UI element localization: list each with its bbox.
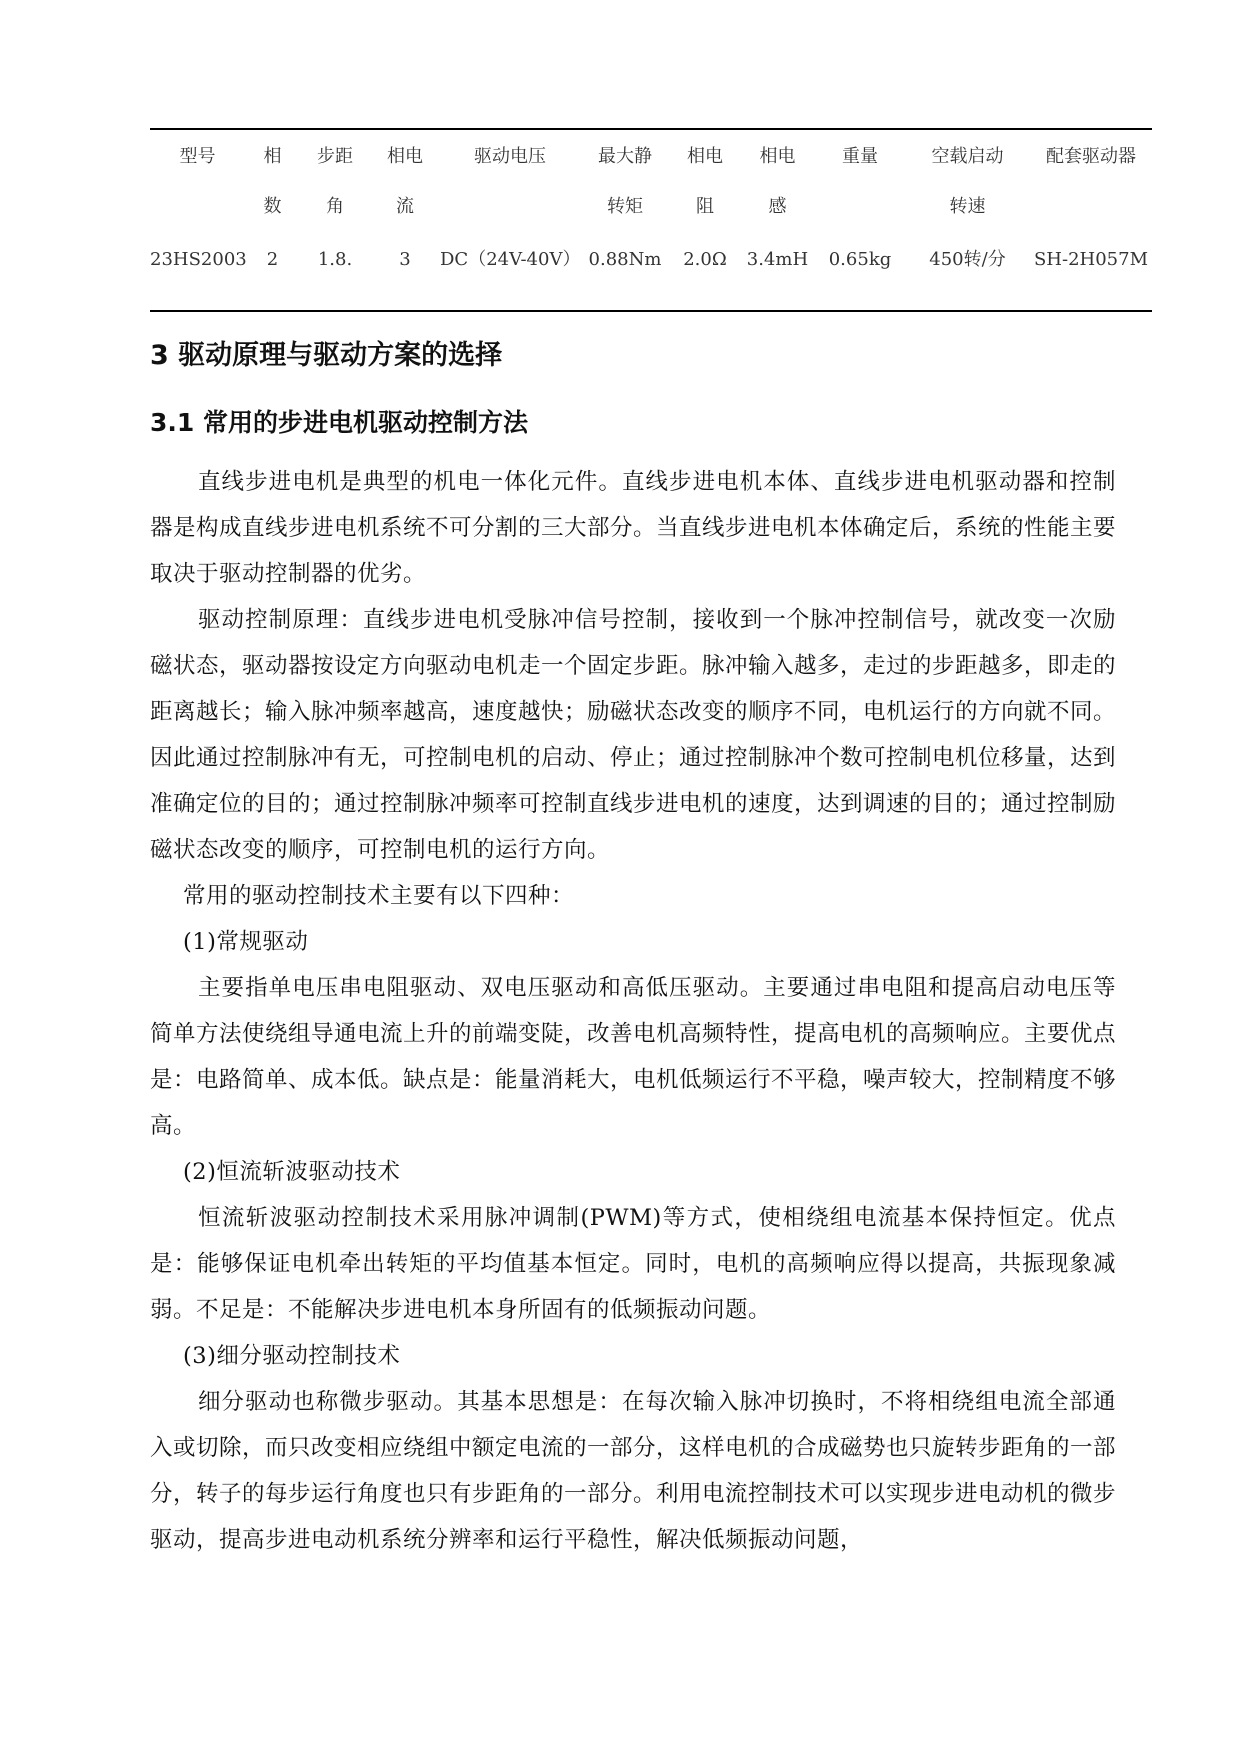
cell-no-load-start-speed: 450转/分 [929, 249, 1006, 270]
list-item-conventional-drive: (1)常规驱动 [183, 929, 309, 955]
cell-step-angle: 1.8. [317, 249, 353, 270]
paragraph-microstep-drive: 细分驱动也称微步驱动。其基本思想是：在每次输入脉冲切换时，不将相绕组电流全部通入或切除，而只改变相应绕组中额定电流的一部分，这样电机的合成磁势也只旋转步距角的一部分，转子的每步运行角度也只有步距角的一部分。利用电流控制技术可以实现步进电动机的微步驱动，提高步进电动机系统分辨率和运行平稳性，解决低频振动问题， [150, 1389, 1117, 1553]
list-item-chopper-drive: (2)恒流斩波驱动技术 [183, 1159, 401, 1185]
table-bottom-rule [150, 310, 1152, 311]
subsection-heading: 3.1 常用的步进电机驱动控制方法 [150, 408, 528, 437]
header-phase-inductance: 相电 感 [759, 146, 796, 217]
table-row [150, 232, 1152, 310]
cell-model: 23HS2003 [150, 249, 247, 270]
cell-max-static-torque: 0.88Nm [588, 249, 662, 270]
section-heading: 3 驱动原理与驱动方案的选择 [150, 340, 503, 371]
header-model: 型号 [179, 146, 216, 167]
cell-phases: 2 [266, 249, 279, 270]
header-matching-driver: 配套驱动器 [1046, 146, 1136, 167]
table-header-row [150, 130, 1152, 232]
paragraph-chopper-drive: 恒流斩波驱动控制技术采用脉冲调制(PWM)等方式，使相绕组电流基本保持恒定。优点是：能够保证电机牵出转矩的平均值基本恒定。同时，电机的高频响应得以提高，共振现象减弱。不足是：不能解决步进电机本身所固有的低频振动问题。 [150, 1205, 1116, 1323]
cell-drive-voltage: DC（24V-40V） [440, 249, 581, 270]
cell-phase-inductance: 3.4mH [746, 249, 809, 270]
paragraph-conventional-drive: 主要指单电压串电阻驱动、双电压驱动和高低压驱动。主要通过串电阻和提高启动电压等简单方法使绕组导通电流上升的前端变陡，改善电机高频特性，提高电机的高频响应。主要优点是：电路简单、成本低。缺点是：能量消耗大，电机低频运行不平稳，噪声较大，控制精度不够高。 [150, 975, 1117, 1139]
header-phases: 相 数 [263, 146, 282, 217]
header-drive-voltage: 驱动电压 [474, 146, 546, 167]
paragraph-methods-intro: 常用的驱动控制技术主要有以下四种： [183, 883, 575, 909]
cell-phase-current: 3 [399, 249, 411, 270]
header-phase-current: 相电 流 [387, 146, 423, 217]
header-phase-resistance: 相电 阻 [687, 146, 723, 217]
motor-spec-table [150, 128, 1152, 312]
paragraph-principle: 驱动控制原理：直线步进电机受脉冲信号控制，接收到一个脉冲控制信号，就改变一次励磁状态，驱动器按设定方向驱动电机走一个固定步距。脉冲输入越多，走过的步距越多，即走的距离越长；输入脉冲频率越高，速度越快；励磁状态改变的顺序不同，电机运行的方向就不同。因此通过控制脉冲有无，可控制电机的启动、停止；通过控制脉冲个数可控制电机位移量，达到准确定位的目的；通过控制脉冲频率可控制直线步进电机的速度，达到调速的目的；通过控制励磁状态改变的顺序，可控制电机的运行方向。 [150, 607, 1117, 863]
cell-weight: 0.65kg [828, 249, 892, 270]
paragraph-intro: 直线步进电机是典型的机电一体化元件。直线步进电机本体、直线步进电机驱动器和控制器是构成直线步进电机系统不可分割的三大部分。当直线步进电机本体确定后，系统的性能主要取决于驱动控制器的优劣。 [150, 469, 1117, 587]
list-item-microstep-drive: (3)细分驱动控制技术 [183, 1343, 401, 1369]
header-weight: 重量 [842, 146, 878, 167]
header-max-static-torque: 最大静 转矩 [598, 146, 652, 217]
cell-phase-resistance: 2.0Ω [683, 249, 727, 270]
body-text [150, 459, 1116, 1563]
header-no-load-start-speed: 空载启动 转速 [931, 146, 1004, 217]
header-step-angle: 步距 角 [317, 146, 353, 217]
cell-matching-driver: SH-2H057M [1033, 249, 1149, 270]
